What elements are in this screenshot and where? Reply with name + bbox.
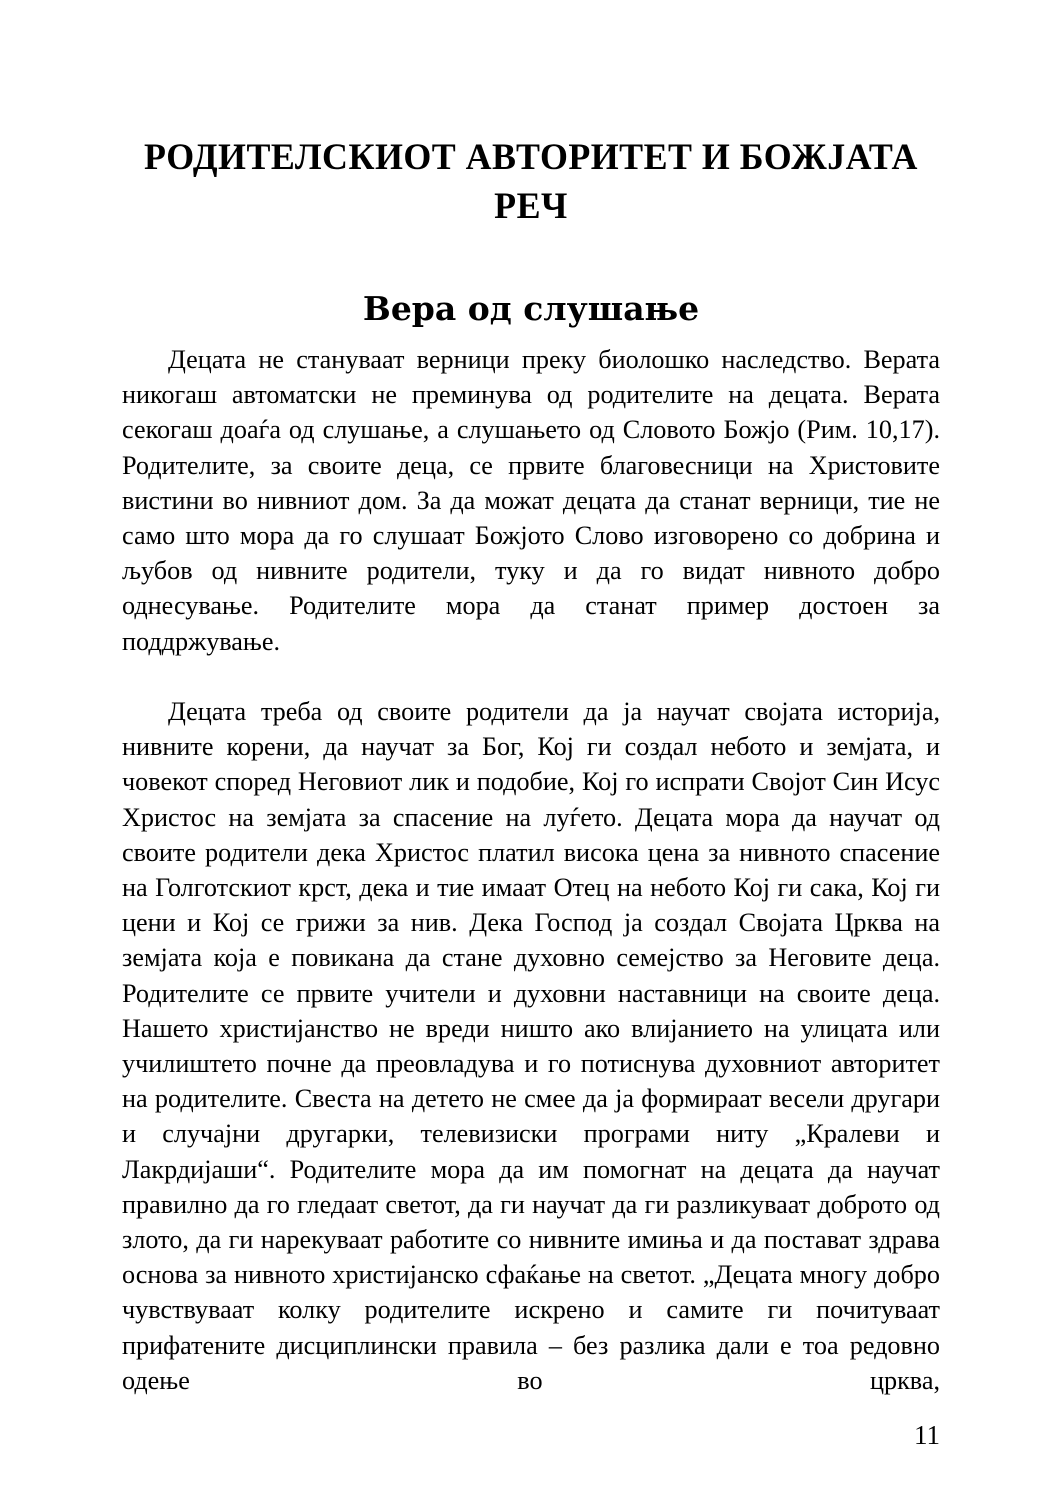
section-heading: Вера од слушање — [362, 289, 700, 329]
body-paragraph: Децата треба од своите родители да ја научат својата историја, нивните корени, да научат за Бог, Кој ги создал небото и земјата, и човекот според Неговиот лик и подобие, Кој го испрати Својот Син Исус Христос на земјата за спасение на луѓето. Децата мора да научат од своите родители дека Христос платил висока цена за нивното спасение на Голготскиот крст, дека и тие имаат Отец на небото Кој ги сака, Кој ги цени и Кој се грижи за нив. Дека Господ ја создал Својата Црква на земјата која е повикана да стане духовно семејство за Неговите деца. Родителите се првите учители и духовни наставници на своите деца. Нашето христијанство не вреди ништо ако влијанието на улицата или училиштето почне да преовладува и го потиснува духовниот авторитет на родителите. Свеста на детето не смее да ја формираат весели другари и случајни другарки, телевизиски програми ниту „Кралеви и Лакрдијаши“. Родителите мора да им помогнат на децата да научат правилно да го гледаат светот, да ги научат да ги разликуваат доброто од злото, да ги нарекуваат работите со нивните имиња и да постават здрава основа за нивното христијанско сфаќање на светот. „Децата многу добро чувствуваат колку родителите искрено и самите ги почитуваат прифатените дисциплински правила – без разлика дали е тоа редовно одење во црква, — [122, 697, 940, 1395]
chapter-title: РОДИТЕЛСКИОТ АВТОРИТЕТ И БОЖЈАТА РЕЧ — [144, 136, 918, 227]
body-paragraph: Децата не стануваат верници преку биолошко наследство. Верата никогаш автоматски не преминува од родителите на децата. Верата секогаш доаѓа од слушање, а слушањето од Словото Божјо (Рим. 10,17). Родителите, за своите деца, се првите благовесници на Христовите вистини во нивниот дом. За да можат децата да станат верници, тие не само што мора да го слушаат Божјото Слово изговорено со добрина и љубов од нивните родители, туку и да го видат нивното добро однесување. Родителите мора да станат пример достоен за поддржување. — [122, 345, 940, 656]
body-text-block — [122, 342, 940, 1433]
page-number: 11 — [914, 1420, 940, 1450]
